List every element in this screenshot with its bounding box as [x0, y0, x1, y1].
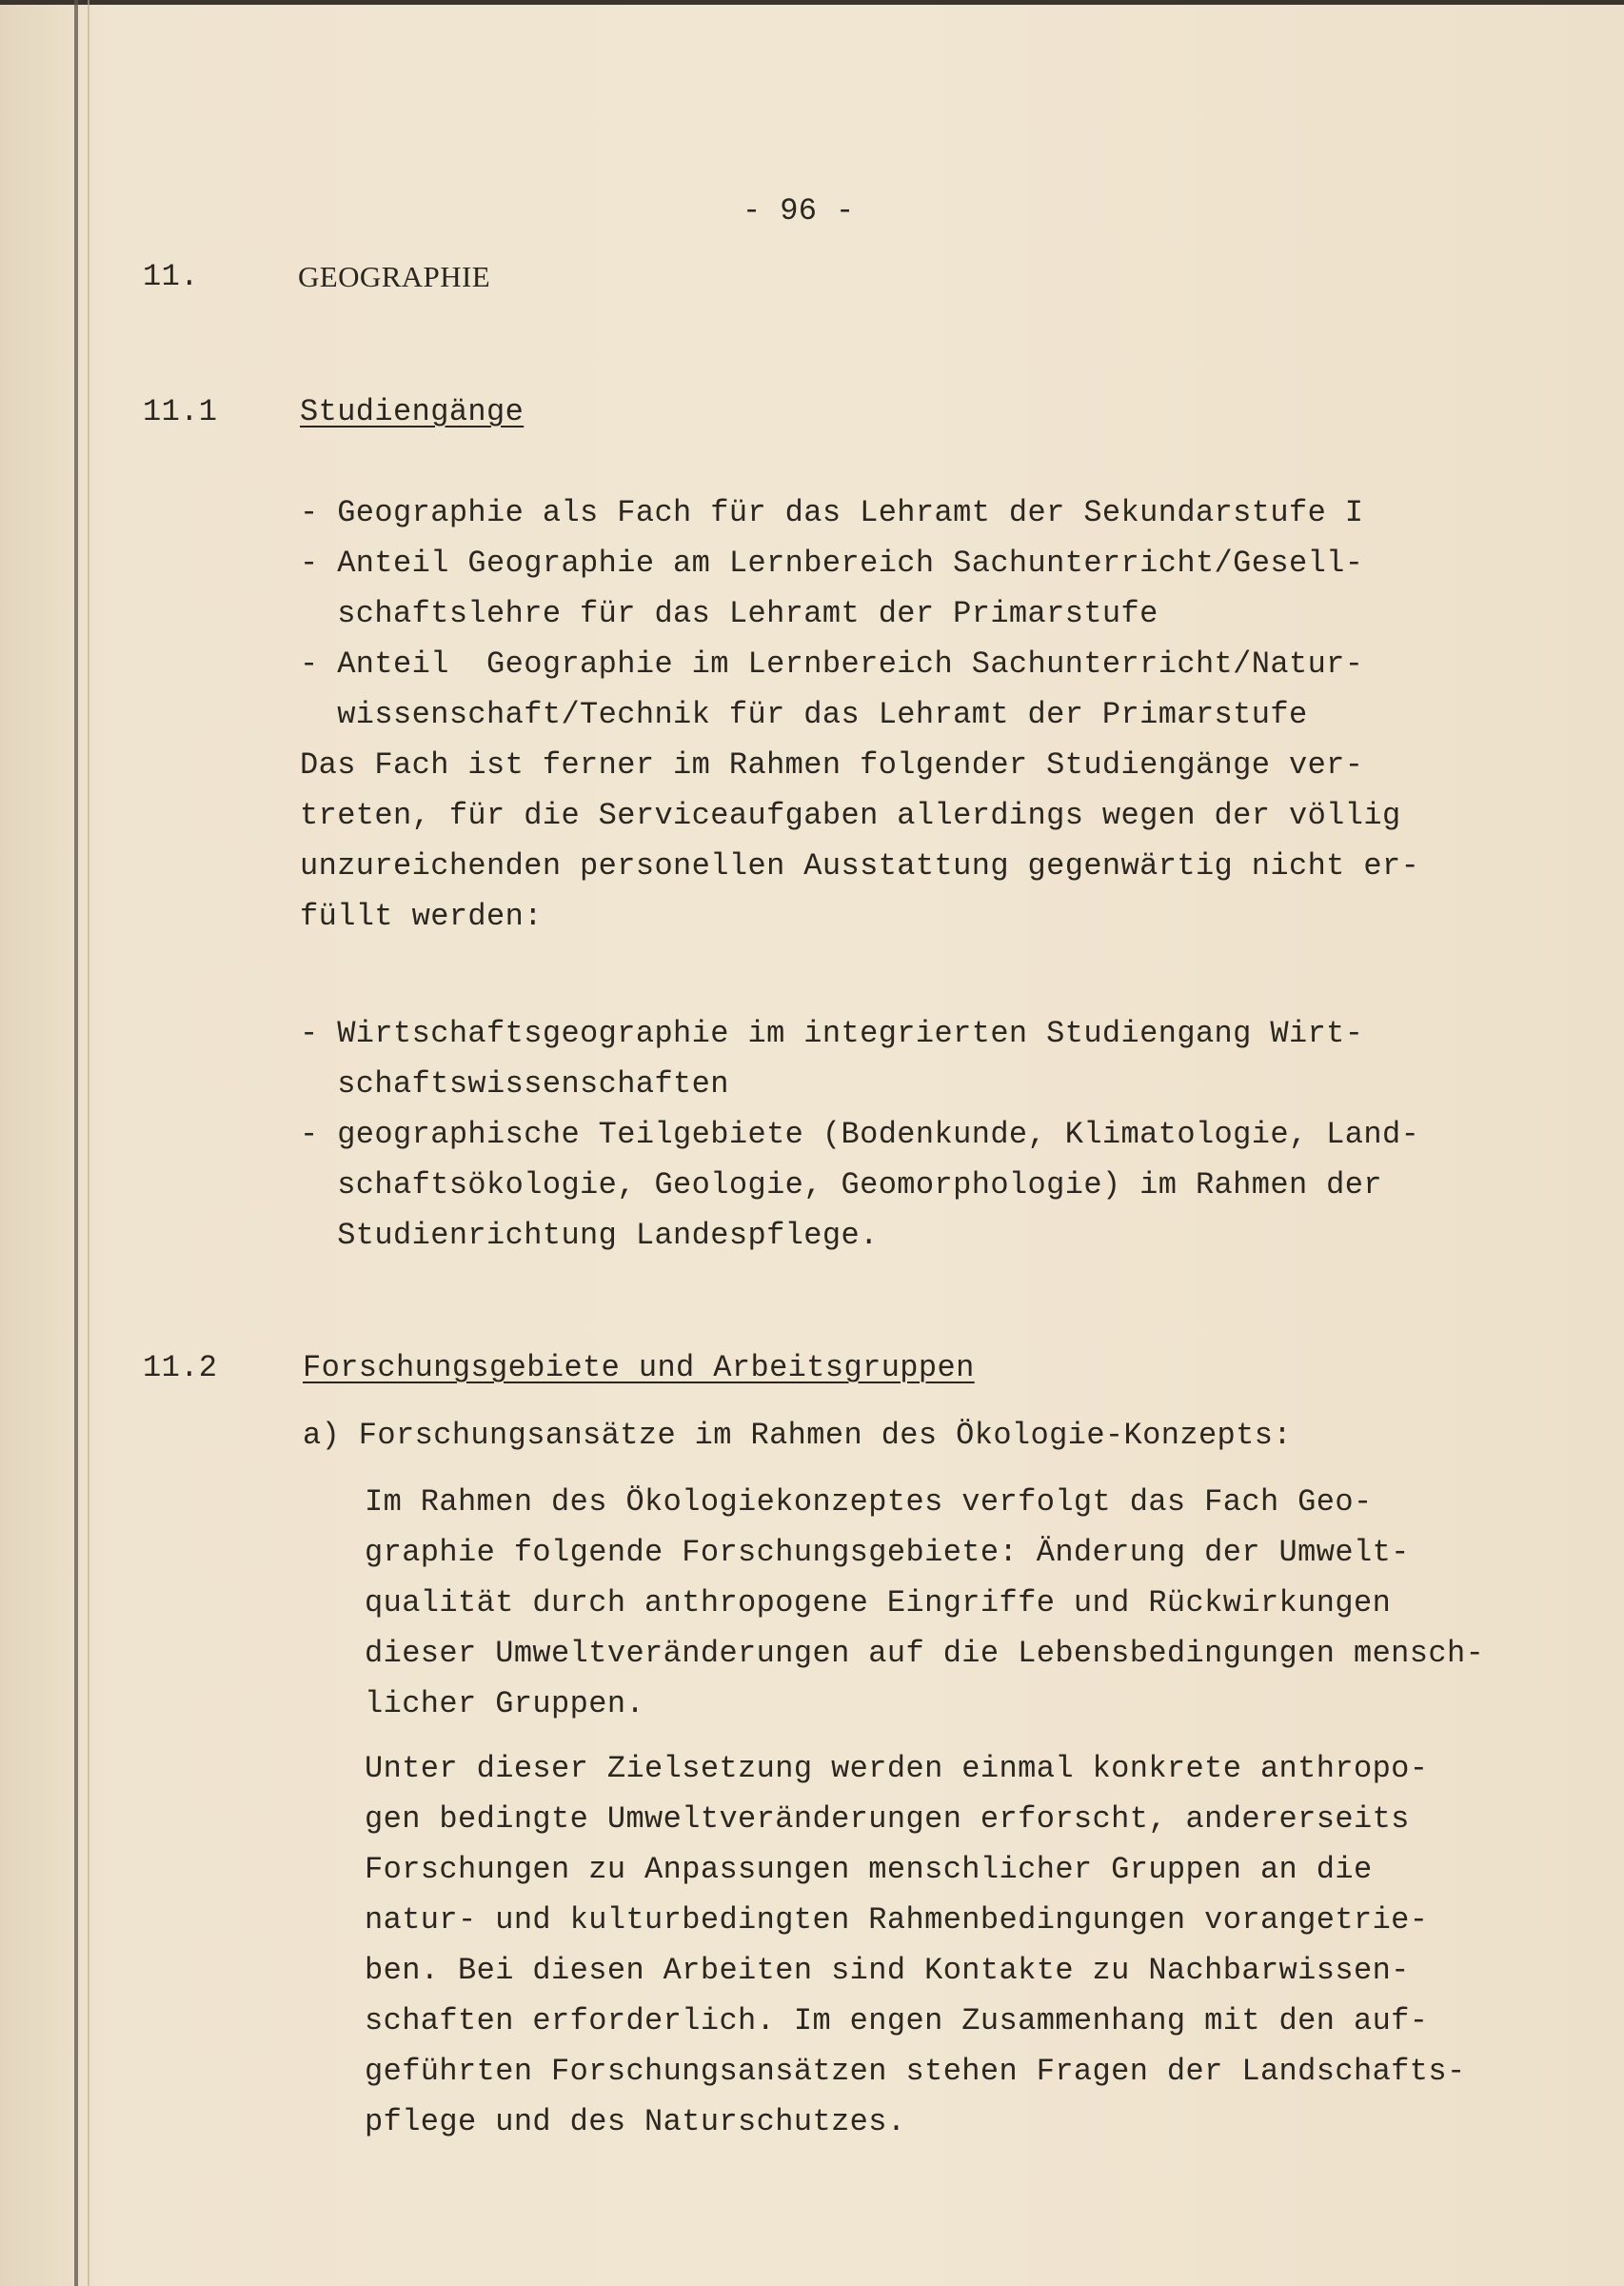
text-line: - geographische Teilgebiete (Bodenkunde, Klimatologie, Land-	[300, 1117, 1420, 1152]
binding-shadow	[88, 0, 89, 2286]
text-line: licher Gruppen.	[365, 1686, 645, 1721]
text-line: wissenschaft/Technik für das Lehramt der Primarstufe	[300, 697, 1308, 732]
section-title: GEOGRAPHIE	[298, 260, 491, 293]
text-line: natur- und kulturbedingten Rahmenbedingungen vorangetrie-	[365, 1902, 1429, 1938]
text-line: schaftsökologie, Geologie, Geomorphologie) im Rahmen der	[300, 1167, 1382, 1203]
text-line: dieser Umweltveränderungen auf die Lebensbedingungen mensch-	[365, 1636, 1485, 1671]
oekologie-paragraph-1	[365, 1477, 1484, 1729]
section-number: 11.	[143, 259, 199, 294]
text-line: schaften erforderlich. Im engen Zusammenhang mit den auf-	[365, 2003, 1429, 2038]
text-line: füllt werden:	[300, 899, 543, 934]
service-studiengaenge-list	[300, 1008, 1419, 1261]
subsection-11-1-number: 11.1	[143, 394, 218, 429]
studiengaenge-list	[300, 487, 1419, 942]
text-line: Im Rahmen des Ökologiekonzeptes verfolgt das Fach Geo-	[365, 1484, 1373, 1520]
subsection-11-1-heading: Studiengänge	[300, 394, 525, 429]
text-line: unzureichenden personellen Ausstattung gegenwärtig nicht er-	[300, 848, 1420, 884]
text-line: Das Fach ist ferner im Rahmen folgender Studiengänge ver-	[300, 747, 1364, 783]
text-line: Unter dieser Zielsetzung werden einmal konkrete anthropo-	[365, 1751, 1429, 1786]
text-line: - Geographie als Fach für das Lehramt der Sekundarstufe I	[300, 495, 1364, 530]
text-line: gen bedingte Umweltveränderungen erforscht, andererseits	[365, 1801, 1410, 1837]
text-line: Forschungen zu Anpassungen menschlicher Gruppen an die	[365, 1852, 1373, 1887]
text-line: - Anteil Geographie am Lernbereich Sachunterricht/Gesell-	[300, 546, 1364, 581]
text-line: qualität durch anthropogene Eingriffe und Rückwirkungen	[365, 1585, 1392, 1620]
text-line: pflege und des Naturschutzes.	[365, 2104, 906, 2139]
text-line: graphie folgende Forschungsgebiete: Änderung der Umwelt-	[365, 1535, 1410, 1570]
page-number: - 96 -	[743, 193, 855, 229]
text-line: - Wirtschaftsgeographie im integrierten Studiengang Wirt-	[300, 1016, 1364, 1051]
text-line: ben. Bei diesen Arbeiten sind Kontakte zu Nachbarwissen-	[365, 1953, 1410, 1988]
oekologie-paragraph-2	[365, 1743, 1466, 2147]
subsection-11-2-number: 11.2	[143, 1350, 218, 1385]
subsection-11-2-heading: Forschungsgebiete und Arbeitsgruppen	[303, 1350, 975, 1385]
item-a-heading: a) Forschungsansätze im Rahmen des Ökologie-Konzepts:	[303, 1418, 1292, 1453]
text-line: - Anteil Geographie im Lernbereich Sachunterricht/Natur-	[300, 646, 1364, 682]
text-line: Studienrichtung Landespflege.	[300, 1218, 879, 1253]
binding-edge	[74, 0, 78, 2286]
text-line: geführten Forschungsansätzen stehen Fragen der Landschafts-	[365, 2054, 1466, 2089]
text-line: treten, für die Serviceaufgaben allerdings wegen der völlig	[300, 798, 1401, 833]
text-line: schaftslehre für das Lehramt der Primarstufe	[300, 596, 1159, 631]
text-line: schaftswissenschaften	[300, 1066, 729, 1102]
top-edge	[0, 0, 1624, 5]
